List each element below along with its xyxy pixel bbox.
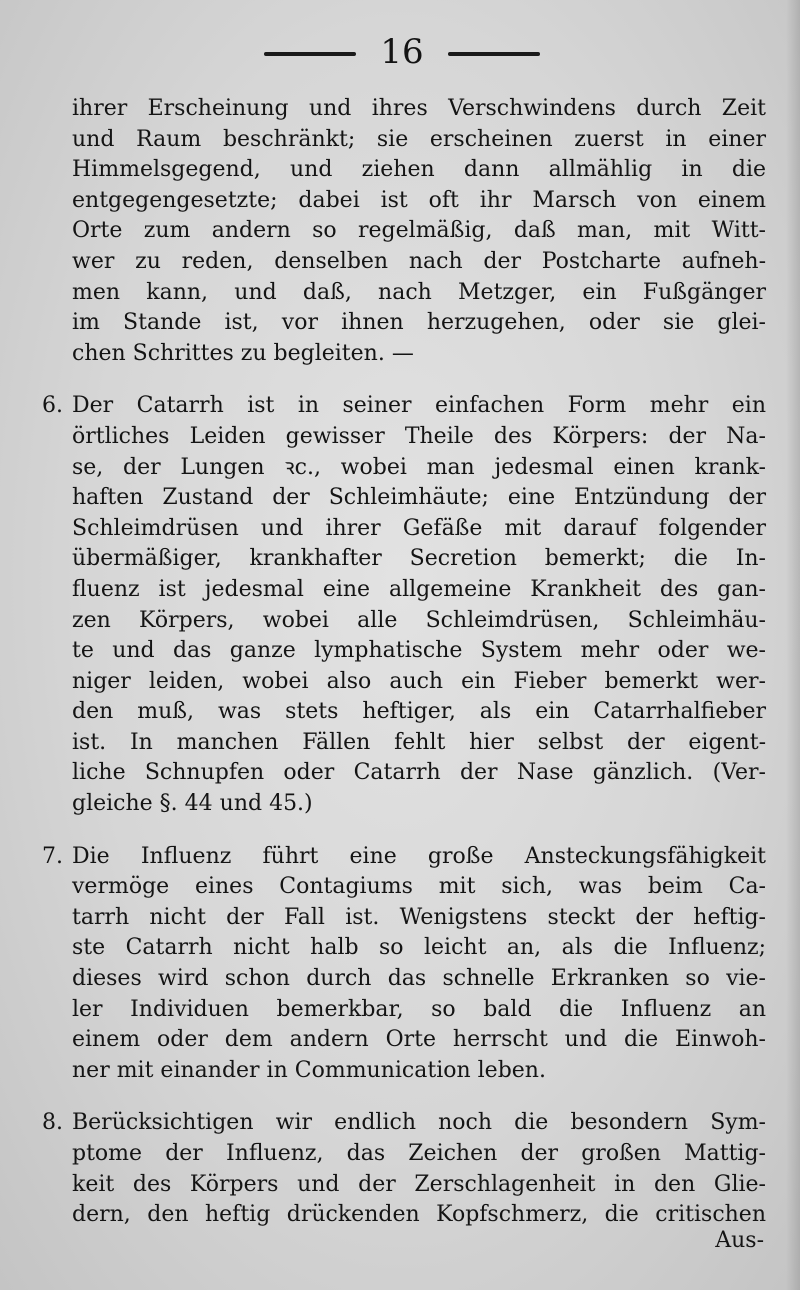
header-rule-left — [264, 52, 356, 56]
text-line: se, der Lungen ꝛc., wobei man jedesmal einen krank- — [72, 454, 766, 480]
text-line: Himmelsgegend, und ziehen dann allmählig in die — [72, 157, 766, 183]
text-line: vermöge eines Contagiums mit sich, was beim Ca- — [72, 874, 766, 900]
text-line: haften Zustand der Schleimhäute; eine Entzündung der — [72, 485, 766, 511]
text-line: keit des Körpers und der Zerschlagenheit in den Glie- — [72, 1171, 766, 1197]
text-line: fluenz ist jedesmal eine allgemeine Krankheit des gan- — [72, 576, 766, 602]
text-line: ist. In manchen Fällen fehlt hier selbst der eigent- — [72, 729, 766, 755]
text-line: im Stande ist, vor ihnen herzugehen, oder sie glei- — [72, 310, 766, 336]
text-line: dieses wird schon durch das schnelle Erkranken so vie- — [72, 966, 766, 992]
text-line: ler Individuen bemerkbar, so bald die Influenz an — [72, 996, 766, 1022]
page-number: 16 — [380, 32, 424, 72]
header-rule-right — [448, 52, 540, 56]
text-line: übermäßiger, krankhafter Secretion bemerkt; die In- — [72, 546, 766, 572]
text-line: ihrer Erscheinung und ihres Verschwindens durch Zeit — [72, 96, 766, 121]
text-line: Schleimdrüsen und ihrer Gefäße mit darauf folgender — [72, 515, 766, 541]
text-line: ste Catarrh nicht halb so leicht an, als die Influenz; — [72, 935, 766, 961]
text-line: und Raum beschränkt; sie erscheinen zuerst in einer — [72, 126, 766, 152]
text-line: Berücksichtigen wir endlich noch die besondern Sym- — [72, 1110, 766, 1136]
text-line: tarrh nicht der Fall ist. Wenigstens steckt der heftig- — [72, 904, 766, 930]
text-line: Der Catarrh ist in seiner einfachen Form mehr ein — [72, 393, 766, 419]
paragraph-7 — [42, 842, 766, 1087]
paragraph-8 — [42, 1108, 766, 1230]
catchword: Aus- — [715, 1228, 764, 1253]
text-line: entgegengesetzte; dabei ist oft ihr Marsch von einem — [72, 187, 766, 213]
page-header — [0, 30, 800, 74]
paragraph-continuation — [72, 94, 766, 369]
paragraph-gap — [72, 369, 766, 391]
text-line: liche Schnupfen oder Catarrh der Nase gänzlich. (Ver- — [72, 760, 766, 786]
text-line: dern, den heftig drückenden Kopfschmerz, die critischen — [72, 1202, 766, 1228]
text-line: gleiche §. 44 und 45.) — [72, 791, 313, 817]
text-line: ner mit einander in Communication leben. — [72, 1057, 546, 1083]
text-line: Die Influenz führt eine große Ansteckungsfähigkeit — [72, 843, 766, 869]
text-line: niger leiden, wobei also auch ein Fieber bemerkt wer- — [72, 668, 766, 694]
text-line: wer zu reden, denselben nach der Postcharte aufneh- — [72, 248, 766, 274]
text-line: te und das ganze lymphatische System mehr oder we- — [72, 638, 766, 664]
text-line: chen Schrittes zu begleiten. — — [72, 340, 414, 366]
text-line: örtliches Leiden gewisser Theile des Körpers: der Na- — [72, 423, 766, 449]
paragraph-gap — [72, 820, 766, 842]
paragraph-number: 8. — [42, 1110, 63, 1136]
text-line: den muß, was stets heftiger, als ein Catarrhalfieber — [72, 699, 766, 725]
paragraph-6 — [42, 391, 766, 819]
paragraph-gap — [72, 1086, 766, 1108]
paragraph-number: 6. — [42, 393, 63, 419]
text-line: men kann, und daß, nach Metzger, ein Fußgänger — [72, 279, 766, 305]
text-line: ptome der Influenz, das Zeichen der großen Mattig- — [72, 1141, 766, 1166]
paragraph-number: 7. — [42, 843, 63, 869]
text-line: zen Körpers, wobei alle Schleimdrüsen, Schleimhäu- — [72, 607, 766, 633]
body-text — [42, 94, 766, 1231]
page-edge-shadow — [786, 0, 800, 1290]
text-line: einem oder dem andern Orte herrscht und die Einwoh- — [72, 1027, 766, 1053]
text-line: Orte zum andern so regelmäßig, daß man, mit Witt- — [72, 218, 766, 244]
